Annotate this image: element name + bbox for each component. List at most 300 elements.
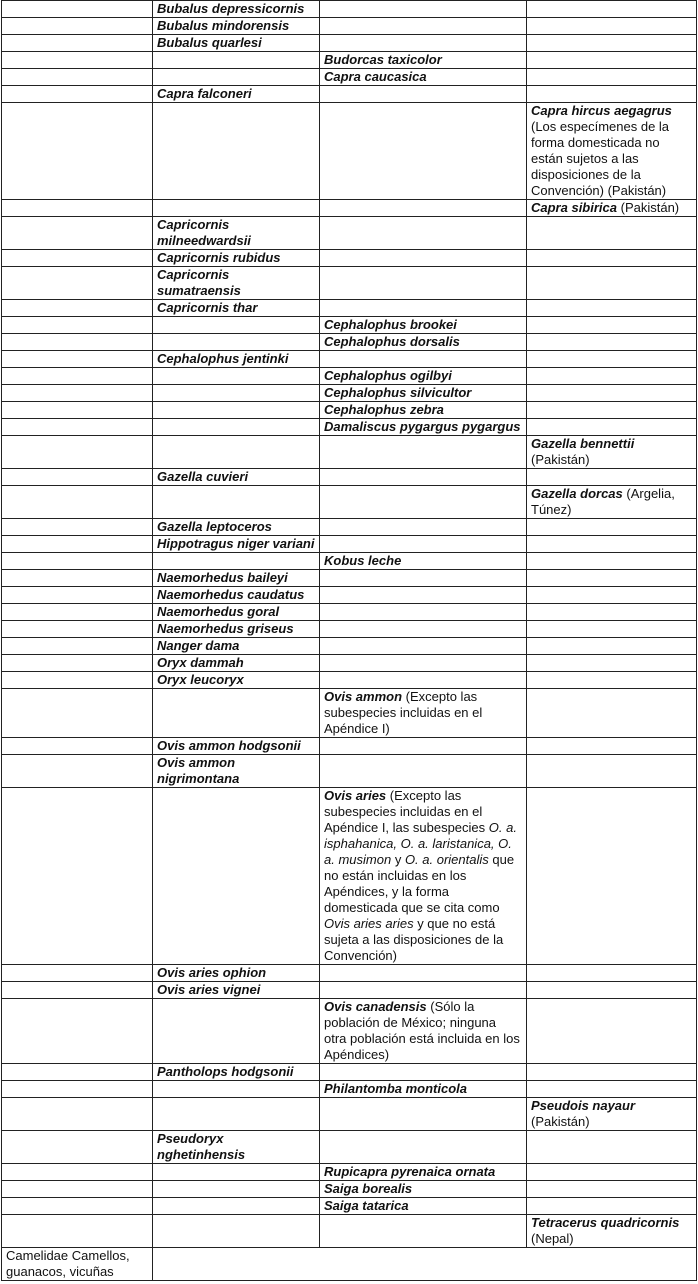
empty-cell <box>527 519 697 536</box>
species-cell <box>153 1064 320 1081</box>
empty-cell <box>527 553 697 570</box>
empty-cell <box>2 385 153 402</box>
empty-cell <box>153 368 320 385</box>
empty-cell <box>320 755 527 788</box>
empty-cell <box>2 536 153 553</box>
empty-cell <box>527 469 697 486</box>
species-cell <box>153 351 320 368</box>
species-cell <box>320 788 527 965</box>
table-row <box>2 1164 697 1181</box>
empty-cell <box>320 486 527 519</box>
species-name: Naemorhedus caudatus <box>157 587 305 602</box>
table-row <box>2 788 697 965</box>
empty-cell <box>2 689 153 738</box>
table-row <box>2 52 697 69</box>
empty-cell <box>527 536 697 553</box>
empty-cell <box>153 419 320 436</box>
species-name: Capra caucasica <box>324 69 427 84</box>
empty-cell <box>527 1181 697 1198</box>
species-cell <box>153 621 320 638</box>
empty-cell <box>527 368 697 385</box>
species-annotation: (Los especímenes de la forma domesticada no están sujetos a las disposiciones de la Convención) (Pakistán) <box>531 119 670 198</box>
empty-cell <box>527 86 697 103</box>
empty-cell <box>2 570 153 587</box>
table-row <box>2 368 697 385</box>
table-row <box>2 1081 697 1098</box>
empty-cell <box>527 672 697 689</box>
empty-cell <box>527 621 697 638</box>
species-cell <box>527 200 697 217</box>
empty-cell <box>2 982 153 999</box>
species-cell <box>320 1198 527 1215</box>
empty-cell <box>320 1 527 18</box>
species-name: Philantomba monticola <box>324 1081 468 1096</box>
empty-cell <box>320 519 527 536</box>
table-row <box>2 965 697 982</box>
species-annotation: que no están incluidas en los Apéndices, y la forma domesticada que se cita como <box>324 852 515 915</box>
empty-cell <box>320 200 527 217</box>
species-cell <box>153 1131 320 1164</box>
table-row <box>2 402 697 419</box>
table-row <box>2 200 697 217</box>
table-row <box>2 604 697 621</box>
family-common-names: Camellos, guanacos, vicuñas <box>6 1248 130 1279</box>
species-name: Bubalus mindorensis <box>157 18 290 33</box>
empty-cell <box>527 965 697 982</box>
empty-cell <box>2 1 153 18</box>
empty-cell <box>320 621 527 638</box>
empty-cell <box>2 999 153 1064</box>
species-cell <box>320 334 527 351</box>
empty-cell <box>527 402 697 419</box>
empty-cell <box>320 738 527 755</box>
empty-cell <box>153 1164 320 1181</box>
species-name: Hippotragus niger variani <box>157 536 315 551</box>
empty-cell <box>320 103 527 200</box>
species-name: Ovis aries <box>324 788 387 803</box>
empty-cell <box>153 402 320 419</box>
empty-cell <box>2 300 153 317</box>
empty-cell <box>320 436 527 469</box>
empty-cell <box>2 1064 153 1081</box>
empty-cell <box>2 788 153 965</box>
species-name: Gazella cuvieri <box>157 469 249 484</box>
species-cell <box>153 755 320 788</box>
table-row <box>2 519 697 536</box>
table-row <box>2 436 697 469</box>
empty-cell <box>153 52 320 69</box>
species-cell <box>527 103 697 200</box>
species-name: Budorcas taxicolor <box>324 52 442 67</box>
species-cell <box>153 1 320 18</box>
species-cell <box>153 655 320 672</box>
table-row <box>2 419 697 436</box>
empty-cell <box>527 1064 697 1081</box>
empty-cell <box>2 672 153 689</box>
table-row <box>2 351 697 368</box>
cites-appendix-table <box>1 0 697 1281</box>
empty-cell <box>2 587 153 604</box>
empty-cell <box>320 604 527 621</box>
table-row <box>2 536 697 553</box>
empty-cell <box>320 1215 527 1248</box>
table-row <box>2 655 697 672</box>
species-cell <box>153 982 320 999</box>
table-row <box>2 738 697 755</box>
empty-cell <box>153 200 320 217</box>
empty-cell <box>527 604 697 621</box>
species-name: Cephalophus zebra <box>324 402 444 417</box>
species-cell <box>527 1098 697 1131</box>
species-name: Pseudoryx nghetinhensis <box>157 1131 246 1162</box>
table-row <box>2 217 697 250</box>
table-row <box>2 553 697 570</box>
empty-cell <box>527 755 697 788</box>
empty-cell <box>2 1164 153 1181</box>
species-annotation: y <box>391 852 405 867</box>
empty-cell <box>153 69 320 86</box>
species-name: Pseudois nayaur <box>531 1098 636 1113</box>
empty-cell <box>153 486 320 519</box>
species-name: Pantholops hodgsonii <box>157 1064 294 1079</box>
species-cell <box>320 385 527 402</box>
empty-cell <box>2 334 153 351</box>
empty-cell <box>2 655 153 672</box>
empty-cell <box>527 300 697 317</box>
species-cell <box>527 1215 697 1248</box>
species-name: Naemorhedus griseus <box>157 621 294 636</box>
table-row <box>2 103 697 200</box>
empty-cell <box>320 672 527 689</box>
species-cell <box>153 86 320 103</box>
table-row <box>2 317 697 334</box>
species-name: Nanger dama <box>157 638 240 653</box>
species-name: Gazella bennettii <box>531 436 635 451</box>
table-body <box>2 1 697 1248</box>
species-cell <box>320 1181 527 1198</box>
species-cell <box>153 587 320 604</box>
empty-cell <box>320 86 527 103</box>
empty-cell <box>2 519 153 536</box>
empty-cell <box>320 638 527 655</box>
table-row <box>2 486 697 519</box>
empty-cell <box>527 419 697 436</box>
species-annotation: (Excepto las subespecies incluidas en el Apéndice I, las subespecies <box>324 788 489 835</box>
species-cell <box>153 300 320 317</box>
empty-cell <box>153 103 320 200</box>
empty-cell <box>2 86 153 103</box>
empty-cell <box>527 317 697 334</box>
species-name: Capricornis rubidus <box>157 250 281 265</box>
table-row <box>2 587 697 604</box>
table-row <box>2 1064 697 1081</box>
species-cell <box>320 419 527 436</box>
empty-cell <box>320 35 527 52</box>
empty-cell <box>527 1198 697 1215</box>
empty-cell <box>2 18 153 35</box>
species-annotation: (Excepto las subespecies incluidas en el Apéndice I) <box>324 689 483 736</box>
empty-cell <box>153 689 320 738</box>
empty-cell <box>153 385 320 402</box>
species-name: Cephalophus brookei <box>324 317 457 332</box>
species-annotation: (Pakistán) <box>617 200 680 215</box>
empty-cell <box>2 103 153 200</box>
empty-cell <box>2 368 153 385</box>
species-name: Capra hircus aegagrus <box>531 103 672 118</box>
species-cell <box>153 738 320 755</box>
table-row <box>2 86 697 103</box>
empty-cell <box>320 469 527 486</box>
empty-cell <box>2 1181 153 1198</box>
species-cell <box>320 553 527 570</box>
empty-cell <box>2 200 153 217</box>
table-row <box>2 69 697 86</box>
empty-cell <box>527 69 697 86</box>
species-cell <box>153 570 320 587</box>
empty-cell <box>2 1098 153 1131</box>
table-row <box>2 250 697 267</box>
empty-cell <box>320 1131 527 1164</box>
empty-cell <box>320 267 527 300</box>
species-name: Capricornis sumatraensis <box>157 267 241 298</box>
family-merged-cell <box>153 1248 697 1281</box>
species-cell <box>320 52 527 69</box>
species-name: Naemorhedus goral <box>157 604 280 619</box>
species-cell <box>153 35 320 52</box>
table-row <box>2 1 697 18</box>
table-row <box>2 672 697 689</box>
species-name: Naemorhedus baileyi <box>157 570 288 585</box>
species-name: Tetracerus quadricornis <box>531 1215 680 1230</box>
species-cell <box>320 402 527 419</box>
species-annotation: O. a. orientalis <box>404 852 489 867</box>
species-name: Bubalus depressicornis <box>157 1 305 16</box>
empty-cell <box>2 317 153 334</box>
empty-cell <box>320 655 527 672</box>
species-annotation: (Nepal) <box>531 1231 574 1246</box>
family-name: Camelidae <box>6 1248 69 1263</box>
species-name: Saiga tatarica <box>324 1198 409 1213</box>
species-annotation: (Argelia, Túnez) <box>531 486 675 517</box>
species-name: Gazella leptoceros <box>157 519 272 534</box>
species-cell <box>153 469 320 486</box>
empty-cell <box>527 587 697 604</box>
table-row <box>2 689 697 738</box>
table-row <box>2 469 697 486</box>
species-name: Ovis aries vignei <box>157 982 261 997</box>
species-name: Rupicapra pyrenaica ornata <box>324 1164 496 1179</box>
empty-cell <box>527 1081 697 1098</box>
family-cell <box>2 1248 153 1281</box>
table-row <box>2 755 697 788</box>
species-cell <box>320 999 527 1064</box>
empty-cell <box>527 788 697 965</box>
species-cell <box>153 965 320 982</box>
empty-cell <box>2 69 153 86</box>
species-name: Ovis ammon hodgsonii <box>157 738 301 753</box>
species-name: Cephalophus silvicultor <box>324 385 472 400</box>
empty-cell <box>320 250 527 267</box>
empty-cell <box>2 638 153 655</box>
empty-cell <box>2 755 153 788</box>
empty-cell <box>527 217 697 250</box>
table-row <box>2 621 697 638</box>
empty-cell <box>2 604 153 621</box>
empty-cell <box>527 250 697 267</box>
empty-cell <box>527 385 697 402</box>
empty-cell <box>527 638 697 655</box>
species-cell <box>153 18 320 35</box>
species-cell <box>153 250 320 267</box>
species-cell <box>153 672 320 689</box>
empty-cell <box>527 655 697 672</box>
species-name: Cephalophus ogilbyi <box>324 368 452 383</box>
empty-cell <box>527 35 697 52</box>
empty-cell <box>527 689 697 738</box>
species-name: Capra sibirica <box>531 200 617 215</box>
empty-cell <box>320 965 527 982</box>
empty-cell <box>527 1 697 18</box>
species-cell <box>320 1164 527 1181</box>
species-name: Gazella dorcas <box>531 486 623 501</box>
empty-cell <box>2 1131 153 1164</box>
empty-cell <box>527 1131 697 1164</box>
species-cell <box>320 1081 527 1098</box>
empty-cell <box>320 217 527 250</box>
species-name: Kobus leche <box>324 553 402 568</box>
table-row <box>2 1098 697 1131</box>
empty-cell <box>320 300 527 317</box>
empty-cell <box>2 469 153 486</box>
species-cell <box>527 436 697 469</box>
empty-cell <box>2 217 153 250</box>
empty-cell <box>153 1215 320 1248</box>
species-cell <box>153 638 320 655</box>
empty-cell <box>527 982 697 999</box>
table-row <box>2 267 697 300</box>
empty-cell <box>153 999 320 1064</box>
table-row <box>2 638 697 655</box>
empty-cell <box>527 334 697 351</box>
species-cell <box>320 69 527 86</box>
species-name: Oryx leucoryx <box>157 672 244 687</box>
table-row <box>2 1131 697 1164</box>
empty-cell <box>2 35 153 52</box>
species-annotation: (Pakistán) <box>531 452 590 467</box>
empty-cell <box>527 570 697 587</box>
species-name: Cephalophus dorsalis <box>324 334 460 349</box>
empty-cell <box>153 334 320 351</box>
empty-cell <box>2 1198 153 1215</box>
empty-cell <box>2 965 153 982</box>
species-name: Oryx dammah <box>157 655 244 670</box>
family-row <box>2 1248 697 1281</box>
empty-cell <box>2 250 153 267</box>
empty-cell <box>527 999 697 1064</box>
species-cell <box>153 217 320 250</box>
table-row <box>2 334 697 351</box>
species-annotation: y que no está sujeta a las disposiciones de la Convención) <box>324 916 504 963</box>
empty-cell <box>320 982 527 999</box>
empty-cell <box>527 52 697 69</box>
empty-cell <box>527 738 697 755</box>
empty-cell <box>320 1064 527 1081</box>
empty-cell <box>320 536 527 553</box>
empty-cell <box>153 1098 320 1131</box>
table-row <box>2 300 697 317</box>
species-cell <box>320 317 527 334</box>
table-row <box>2 999 697 1064</box>
empty-cell <box>2 621 153 638</box>
empty-cell <box>153 788 320 965</box>
species-name: Ovis ammon nigrimontana <box>157 755 240 786</box>
empty-cell <box>2 553 153 570</box>
species-cell <box>153 519 320 536</box>
species-name: Bubalus quarlesi <box>157 35 262 50</box>
species-name: Ovis ammon <box>324 689 403 704</box>
empty-cell <box>153 317 320 334</box>
empty-cell <box>2 738 153 755</box>
table-row <box>2 570 697 587</box>
table-row <box>2 35 697 52</box>
empty-cell <box>320 351 527 368</box>
species-cell <box>320 368 527 385</box>
empty-cell <box>527 351 697 368</box>
species-name: Ovis aries ophion <box>157 965 267 980</box>
species-cell <box>527 486 697 519</box>
table-row <box>2 1198 697 1215</box>
empty-cell <box>2 436 153 469</box>
species-name: Capricornis milneedwardsii <box>157 217 251 248</box>
empty-cell <box>2 267 153 300</box>
species-annotation: O. a. isphahanica, O. a. laristanica, O. a. musimon <box>324 820 517 867</box>
empty-cell <box>2 52 153 69</box>
species-annotation: (Pakistán) <box>531 1114 590 1129</box>
species-cell <box>153 604 320 621</box>
species-annotation: Ovis aries aries <box>324 916 414 931</box>
empty-cell <box>153 1081 320 1098</box>
species-name: Saiga borealis <box>324 1181 413 1196</box>
empty-cell <box>2 402 153 419</box>
table-row <box>2 1181 697 1198</box>
empty-cell <box>320 570 527 587</box>
species-annotation: (Sólo la población de México; ninguna otra población está incluida en los Apéndices) <box>324 999 520 1062</box>
species-name: Capra falconeri <box>157 86 252 101</box>
species-name: Ovis canadensis <box>324 999 427 1014</box>
empty-cell <box>320 1098 527 1131</box>
empty-cell <box>527 267 697 300</box>
empty-cell <box>2 1081 153 1098</box>
table-row <box>2 1215 697 1248</box>
empty-cell <box>320 587 527 604</box>
species-name: Capricornis thar <box>157 300 258 315</box>
empty-cell <box>2 486 153 519</box>
empty-cell <box>320 18 527 35</box>
species-cell <box>153 267 320 300</box>
empty-cell <box>2 1215 153 1248</box>
empty-cell <box>153 436 320 469</box>
empty-cell <box>153 1198 320 1215</box>
empty-cell <box>153 1181 320 1198</box>
species-name: Cephalophus jentinki <box>157 351 289 366</box>
empty-cell <box>2 351 153 368</box>
species-name: Damaliscus pygargus pygargus <box>324 419 521 434</box>
species-cell <box>153 536 320 553</box>
empty-cell <box>153 553 320 570</box>
table-row <box>2 982 697 999</box>
table-row <box>2 18 697 35</box>
species-cell <box>320 689 527 738</box>
